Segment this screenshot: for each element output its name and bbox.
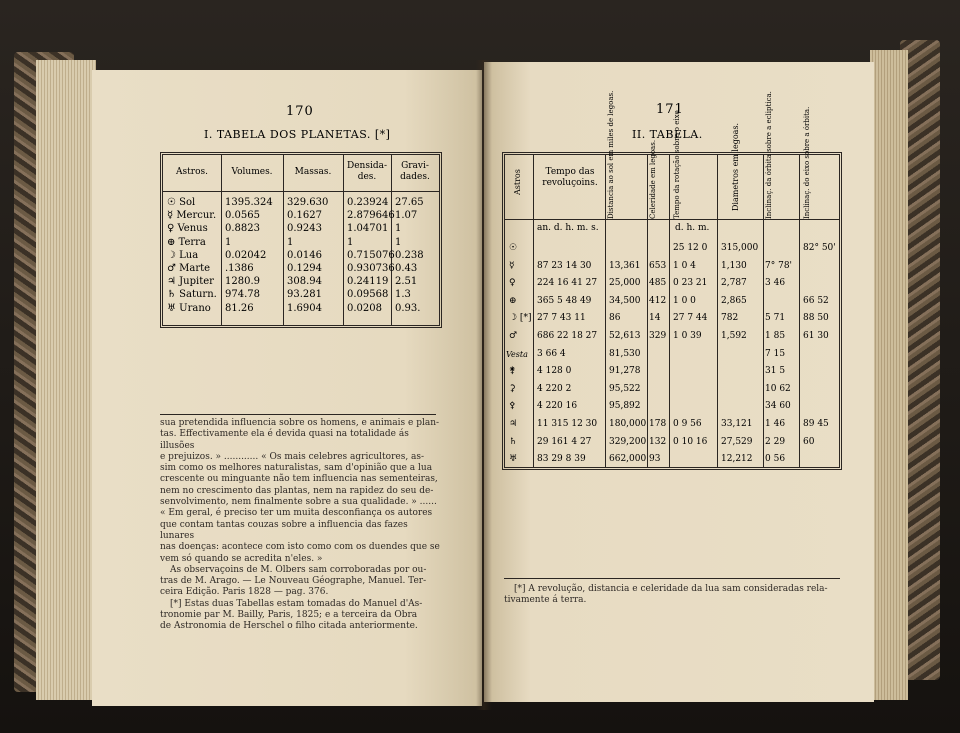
orbital-table-cell: 315,000: [721, 243, 759, 253]
planet-table-cell: 0.0146: [287, 249, 322, 261]
orbital-table-cell: 224 16 41 27: [537, 278, 598, 289]
planet-table-cell: 0.93.: [395, 302, 421, 314]
planet-table-cell: ♅ Urano: [167, 302, 211, 314]
text-line: tronomie par M. Bailly, Paris, 1825; e a terceira da Obra: [160, 610, 418, 621]
text-rule: [160, 414, 436, 415]
planet-table-cell: 0.02042: [225, 249, 267, 261]
planet-table-cell: 1280.9: [225, 276, 260, 288]
orbital-table-cell: Vesta: [506, 349, 528, 359]
orbital-table-cell: 31 5: [765, 366, 786, 377]
orbital-table-cell: 91,278: [609, 366, 641, 377]
planet-table-cell: .1386: [225, 263, 254, 274]
text-line: sim como os melhores naturalistas, sam d'opinião que a lua: [160, 463, 433, 474]
planet-table-cell: 0.0208: [347, 302, 382, 314]
planet-table-cell: 0.1294: [287, 263, 322, 274]
orbital-table-cell: 27 7 43 11: [537, 313, 586, 324]
left-page-number: 170: [286, 104, 314, 119]
orbital-table-cell: ⚳: [509, 383, 516, 394]
orbital-table-cell: 11 315 12 30: [537, 419, 598, 429]
header-gravidades: Gravi-dades.: [400, 161, 430, 182]
orbital-table-cell: 89 45: [803, 419, 829, 429]
planet-table-cell: ♄ Saturn.: [167, 289, 217, 301]
planet-table-cell: 1: [347, 236, 354, 248]
planet-table-cell: 0.09568: [347, 289, 389, 301]
orbital-table-cell: 27,529: [721, 436, 753, 447]
planet-table-cell: 0.23924: [347, 197, 389, 208]
units-time: an. d. h. m. s.: [537, 223, 599, 233]
orbital-table-cell: ♅: [509, 454, 518, 465]
units-rotation: d. h. m.: [675, 223, 710, 233]
text-line: As observaçoins de M. Olbers sam corroboradas por ou-: [170, 564, 427, 575]
orbital-table-cell: ♂: [509, 331, 518, 341]
orbital-table-cell: 93: [649, 454, 661, 465]
orbital-table-cell: 686 22 18 27: [537, 331, 598, 341]
orbital-table-cell: 782: [721, 313, 739, 324]
header-volumes: Volumes.: [231, 167, 273, 177]
orbital-table-cell: 88 50: [803, 313, 829, 324]
planet-table-cell: 2.879646: [347, 210, 395, 222]
orbital-table-cell: 52,613: [609, 331, 641, 341]
orbital-table-cell: 61 30: [803, 331, 829, 341]
orbital-table-cell: 5 71: [765, 313, 786, 324]
planet-table-cell: 308.94: [287, 276, 322, 288]
text-line: nas doenças: acontece com isto como com os duendes que se: [160, 542, 440, 553]
orbital-table-cell: 1,130: [721, 260, 747, 271]
planet-table-cell: 974.78: [225, 289, 260, 301]
planet-table-cell: 0.715076: [347, 249, 395, 261]
header-astros: Astros.: [176, 167, 208, 177]
orbital-table-cell: 2 29: [765, 436, 786, 447]
orbital-table-cell: ⊕: [509, 295, 517, 306]
planet-table-cell: 1: [287, 236, 294, 248]
text-line: que contam tantas couzas sobre a influencia das fazes lunares: [160, 519, 408, 541]
book-gutter: [476, 60, 492, 710]
planet-table-cell: 2.51: [395, 276, 418, 288]
orbital-table-cell: 1 46: [765, 419, 786, 429]
orbital-table-cell: 0 10 16: [673, 436, 708, 447]
planet-table-cell: ☉ Sol: [167, 197, 196, 208]
right-page-title: II. TABELA.: [632, 128, 703, 141]
footnote-line: tivamente á terra.: [504, 595, 587, 606]
planet-table-cell: 93.281: [287, 289, 322, 301]
orbital-table-cell: ♃: [509, 419, 518, 429]
planet-table-cell: ☽ Lua: [167, 249, 199, 261]
orbital-table-cell: 13,361: [609, 260, 641, 271]
orbital-table-cell: 132: [649, 436, 667, 447]
orbital-table-cell: 412: [649, 295, 667, 306]
header-densidades: Densida-des.: [346, 161, 387, 182]
text-line: senvolvimento, nem finalmente sobre a sua qualidade. » ......: [160, 497, 437, 508]
planet-table-cell: ♃ Jupiter: [167, 276, 214, 288]
orbital-table-cell: 86: [609, 313, 621, 324]
header-rotacao: Tempo da rotação sobre o eixo.: [673, 108, 681, 219]
orbital-table-cell: ☉: [509, 243, 518, 253]
orbital-table-cell: ☽ [*]: [509, 313, 532, 324]
orbital-table-cell: 178: [649, 419, 667, 429]
orbital-table-cell: 662,000: [609, 454, 647, 465]
planet-table-cell: 0.8823: [225, 223, 260, 235]
header-distancia: Distancia ao sol em miles de legoas.: [607, 90, 615, 219]
header-diametros: Diametros em legoas.: [731, 122, 740, 211]
header-massas: Massas.: [294, 167, 332, 177]
orbital-table-cell: 7 15: [765, 348, 786, 359]
planet-table-cell: ⊕ Terra: [167, 236, 206, 248]
planet-table-cell: 0.930736: [347, 263, 395, 274]
text-line: « Em geral, é preciso ter um muita desconfiança os autores: [160, 508, 433, 519]
planet-table-cell: 1: [225, 236, 232, 248]
orbital-table-cell: 3 46: [765, 278, 786, 289]
planet-table-cell: 1: [395, 236, 402, 248]
orbital-table-cell: 0 9 56: [673, 419, 702, 429]
text-line: tras de M. Arago. — Le Nouveau Géographe, Manuel. Ter-: [160, 576, 427, 587]
footnote-line: [*] A revolução, distancia e celeridade da lua sam consideradas rela-: [514, 584, 828, 594]
orbital-table-cell: 0 23 21: [673, 278, 708, 289]
orbital-table-cell: 2,865: [721, 295, 747, 306]
left-page-title: I. TABELA DOS PLANETAS. [*]: [204, 128, 391, 141]
planet-table: [160, 152, 442, 328]
planet-table-cell: 27.65: [395, 197, 424, 208]
left-page-text: [160, 418, 442, 633]
footnote-rule: [504, 578, 840, 579]
orbital-table-cell: 1 0 4: [673, 260, 696, 271]
right-page-number: 171: [656, 102, 684, 117]
orbital-table-cell: 329: [649, 331, 667, 341]
orbital-table-cell: 4 128 0: [537, 366, 572, 377]
orbital-table-cell: 1,592: [721, 331, 747, 341]
orbital-table-cell: 34,500: [609, 295, 641, 306]
orbital-table-cell: 66 52: [803, 295, 829, 306]
text-line: tas. Effectivamente ela é devida quasi na totalidade ás illusões: [160, 429, 409, 451]
orbital-table-cell: 1 0 0: [673, 295, 696, 306]
orbital-table-cell: 34 60: [765, 401, 791, 412]
orbital-table-cell: 485: [649, 278, 667, 289]
planet-table-cell: 1.07: [395, 210, 418, 222]
orbital-table-cell: 25,000: [609, 278, 641, 289]
text-line: sua pretendida influencia sobre os homens, e animais e plan-: [160, 418, 440, 428]
orbital-table-cell: 25 12 0: [673, 243, 708, 253]
orbital-table-cell: 2,787: [721, 278, 747, 289]
orbital-table-cell: 82° 50': [803, 243, 836, 253]
right-footnote: [504, 584, 844, 607]
orbital-table-cell: 1 85: [765, 331, 786, 341]
header-tempo: Tempo das revoluçoins.: [542, 167, 598, 188]
orbital-table-cell: 0 56: [765, 454, 786, 465]
planet-table-cell: 0.43: [395, 263, 418, 274]
planet-table-cell: 0.9243: [287, 223, 322, 235]
page-edges-left: [36, 60, 96, 700]
orbital-table-cell: 95,892: [609, 401, 641, 412]
orbital-table-cell: ♄: [509, 436, 518, 447]
planet-table-cell: 0.1627: [287, 210, 322, 222]
text-line: e prejuizos. » ............ « Os mais celebres agricultores, as-: [160, 451, 425, 462]
page-edges-right: [870, 50, 908, 700]
orbital-table-cell: 180,000: [609, 419, 647, 429]
orbital-table-cell: 60: [803, 436, 815, 447]
planet-table-cell: 1: [395, 223, 402, 235]
header-inclin-orbita: Inclinaç. da órbita sobre a ecliptica.: [765, 91, 773, 219]
planet-table-cell: 1.04701: [347, 223, 389, 235]
planet-table-cell: ☿ Mercur.: [167, 210, 217, 222]
header-celeridade: Celeridade em legoas.: [649, 139, 657, 219]
planet-table-cell: 1395.324: [225, 197, 273, 208]
orbital-table-cell: ⚴: [509, 401, 516, 412]
text-line: crescente ou minguante não tem influencia nas sementeiras,: [160, 474, 438, 485]
orbital-table-cell: 653: [649, 260, 667, 271]
planet-table-cell: 329.630: [287, 197, 329, 208]
orbital-table-cell: ♀: [509, 278, 516, 289]
orbital-table-cell: 33,121: [721, 419, 753, 429]
planet-table-cell: 1.3: [395, 289, 411, 301]
orbital-table-cell: 4 220 16: [537, 401, 578, 412]
planet-table-cell: 0.238: [395, 249, 424, 261]
planet-table-cell: 0.24119: [347, 276, 389, 288]
planet-table-cell: 0.0565: [225, 210, 260, 222]
text-line: [*] Estas duas Tabellas estam tomadas do Manuel d'As-: [170, 598, 423, 609]
orbital-table-cell: 14: [649, 313, 661, 324]
text-line: de Astronomia de Herschel o filho citada anteriormente.: [160, 621, 418, 632]
orbital-table-cell: ⚵: [509, 366, 516, 377]
header-astros-2: Astros: [513, 169, 522, 195]
orbital-table-cell: 12,212: [721, 454, 753, 465]
orbital-table-cell: 3 66 4: [537, 348, 566, 359]
planet-table-cell: ♂ Marte: [167, 263, 211, 274]
orbital-table-cell: ☿: [509, 260, 515, 271]
planet-table-cell: 1.6904: [287, 302, 322, 314]
orbital-table-cell: 29 161 4 27: [537, 436, 592, 447]
header-inclin-eixo: Inclinaç. do eixo sobre a órbita.: [803, 106, 811, 219]
orbital-table-cell: 7° 78': [765, 260, 793, 271]
orbital-table-cell: 27 7 44: [673, 313, 708, 324]
orbital-table-cell: 329,200: [609, 436, 647, 447]
orbital-table-cell: 10 62: [765, 383, 791, 394]
orbital-table-cell: 95,522: [609, 383, 641, 394]
planet-table-cell: ♀ Venus: [167, 223, 208, 235]
text-line: nem no crescimento das plantas, nem na rapidez do seu de-: [160, 485, 434, 496]
orbital-table-cell: 83 29 8 39: [537, 454, 586, 465]
orbital-table-cell: 4 220 2: [537, 383, 572, 394]
orbital-table-cell: 365 5 48 49: [537, 295, 592, 306]
orbital-table-cell: 81,530: [609, 348, 641, 359]
orbital-table-cell: 87 23 14 30: [537, 260, 592, 271]
orbital-table-cell: 1 0 39: [673, 331, 702, 341]
planet-table-cell: 81.26: [225, 302, 254, 314]
text-line: ceira Edição. Paris 1828 — pag. 376.: [160, 587, 329, 598]
text-line: vem só quando se acredita n'eles. »: [160, 553, 323, 564]
